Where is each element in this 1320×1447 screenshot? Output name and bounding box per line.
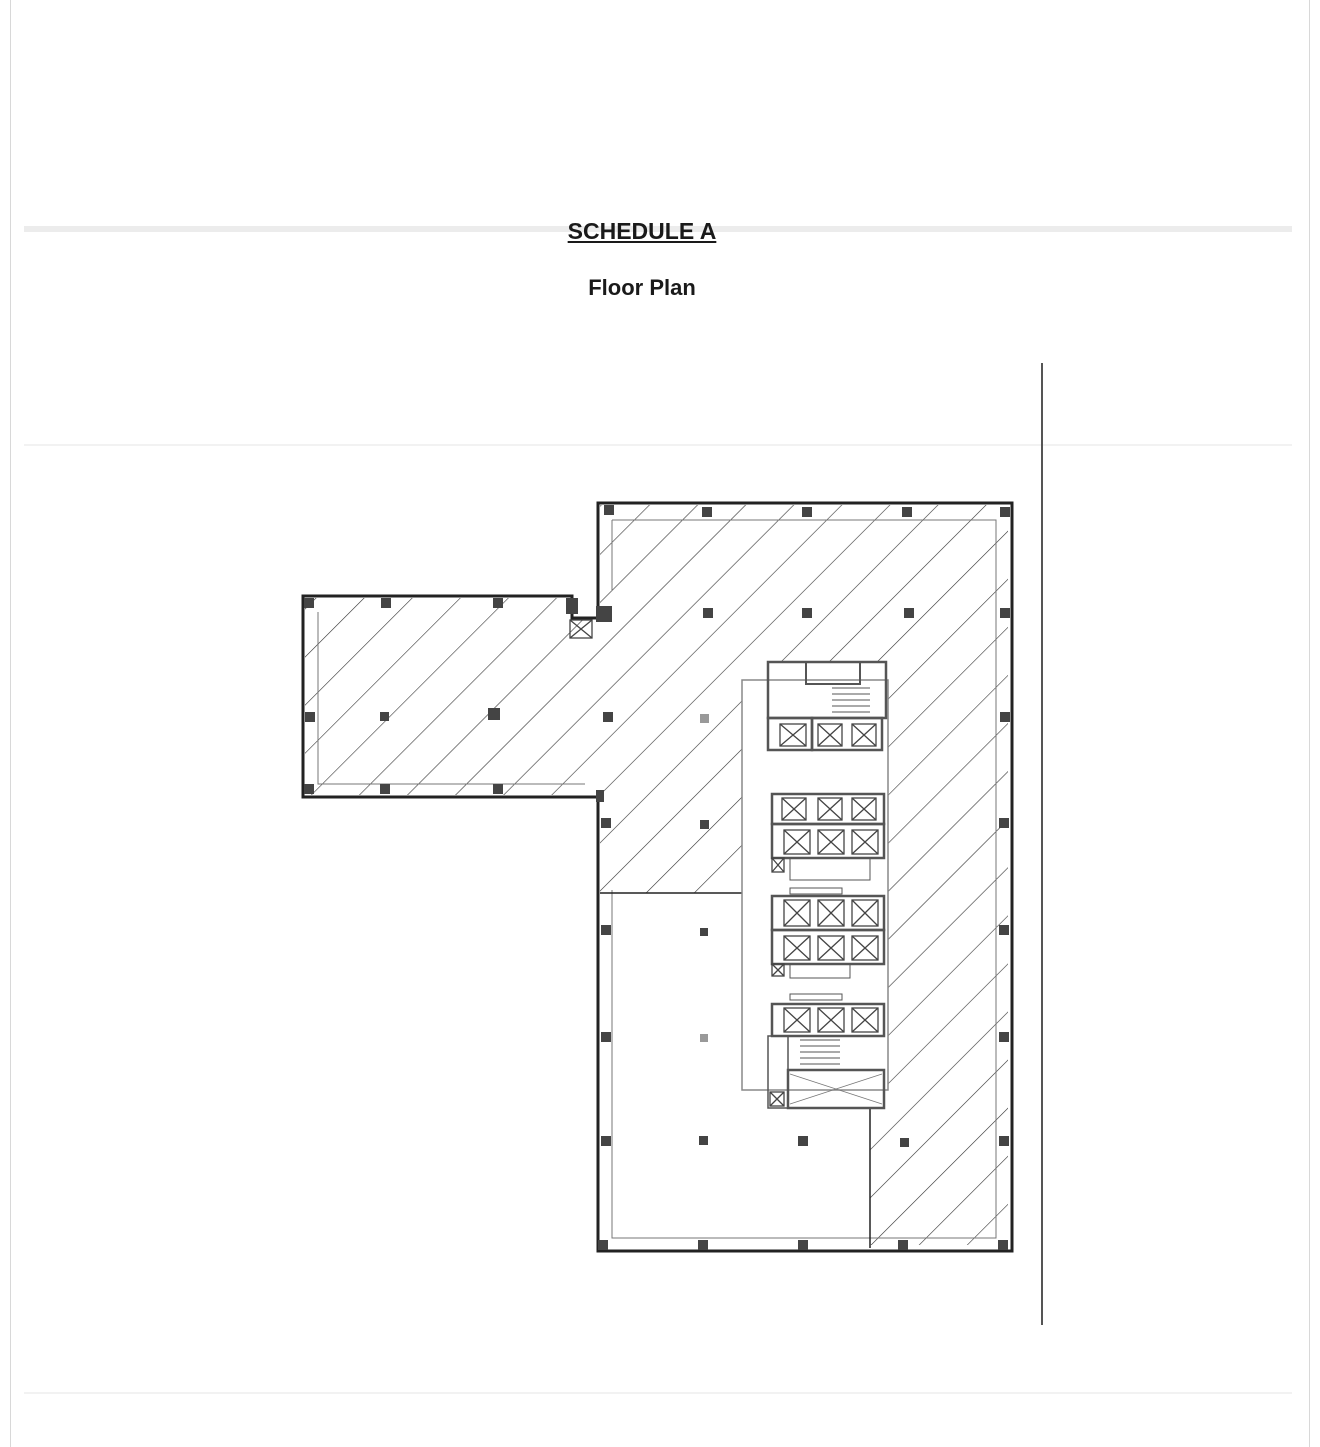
schedule-title: SCHEDULE A xyxy=(567,218,717,244)
floor-plan-title: Floor Plan xyxy=(588,275,696,300)
leased-area-hatch xyxy=(305,505,1008,1245)
